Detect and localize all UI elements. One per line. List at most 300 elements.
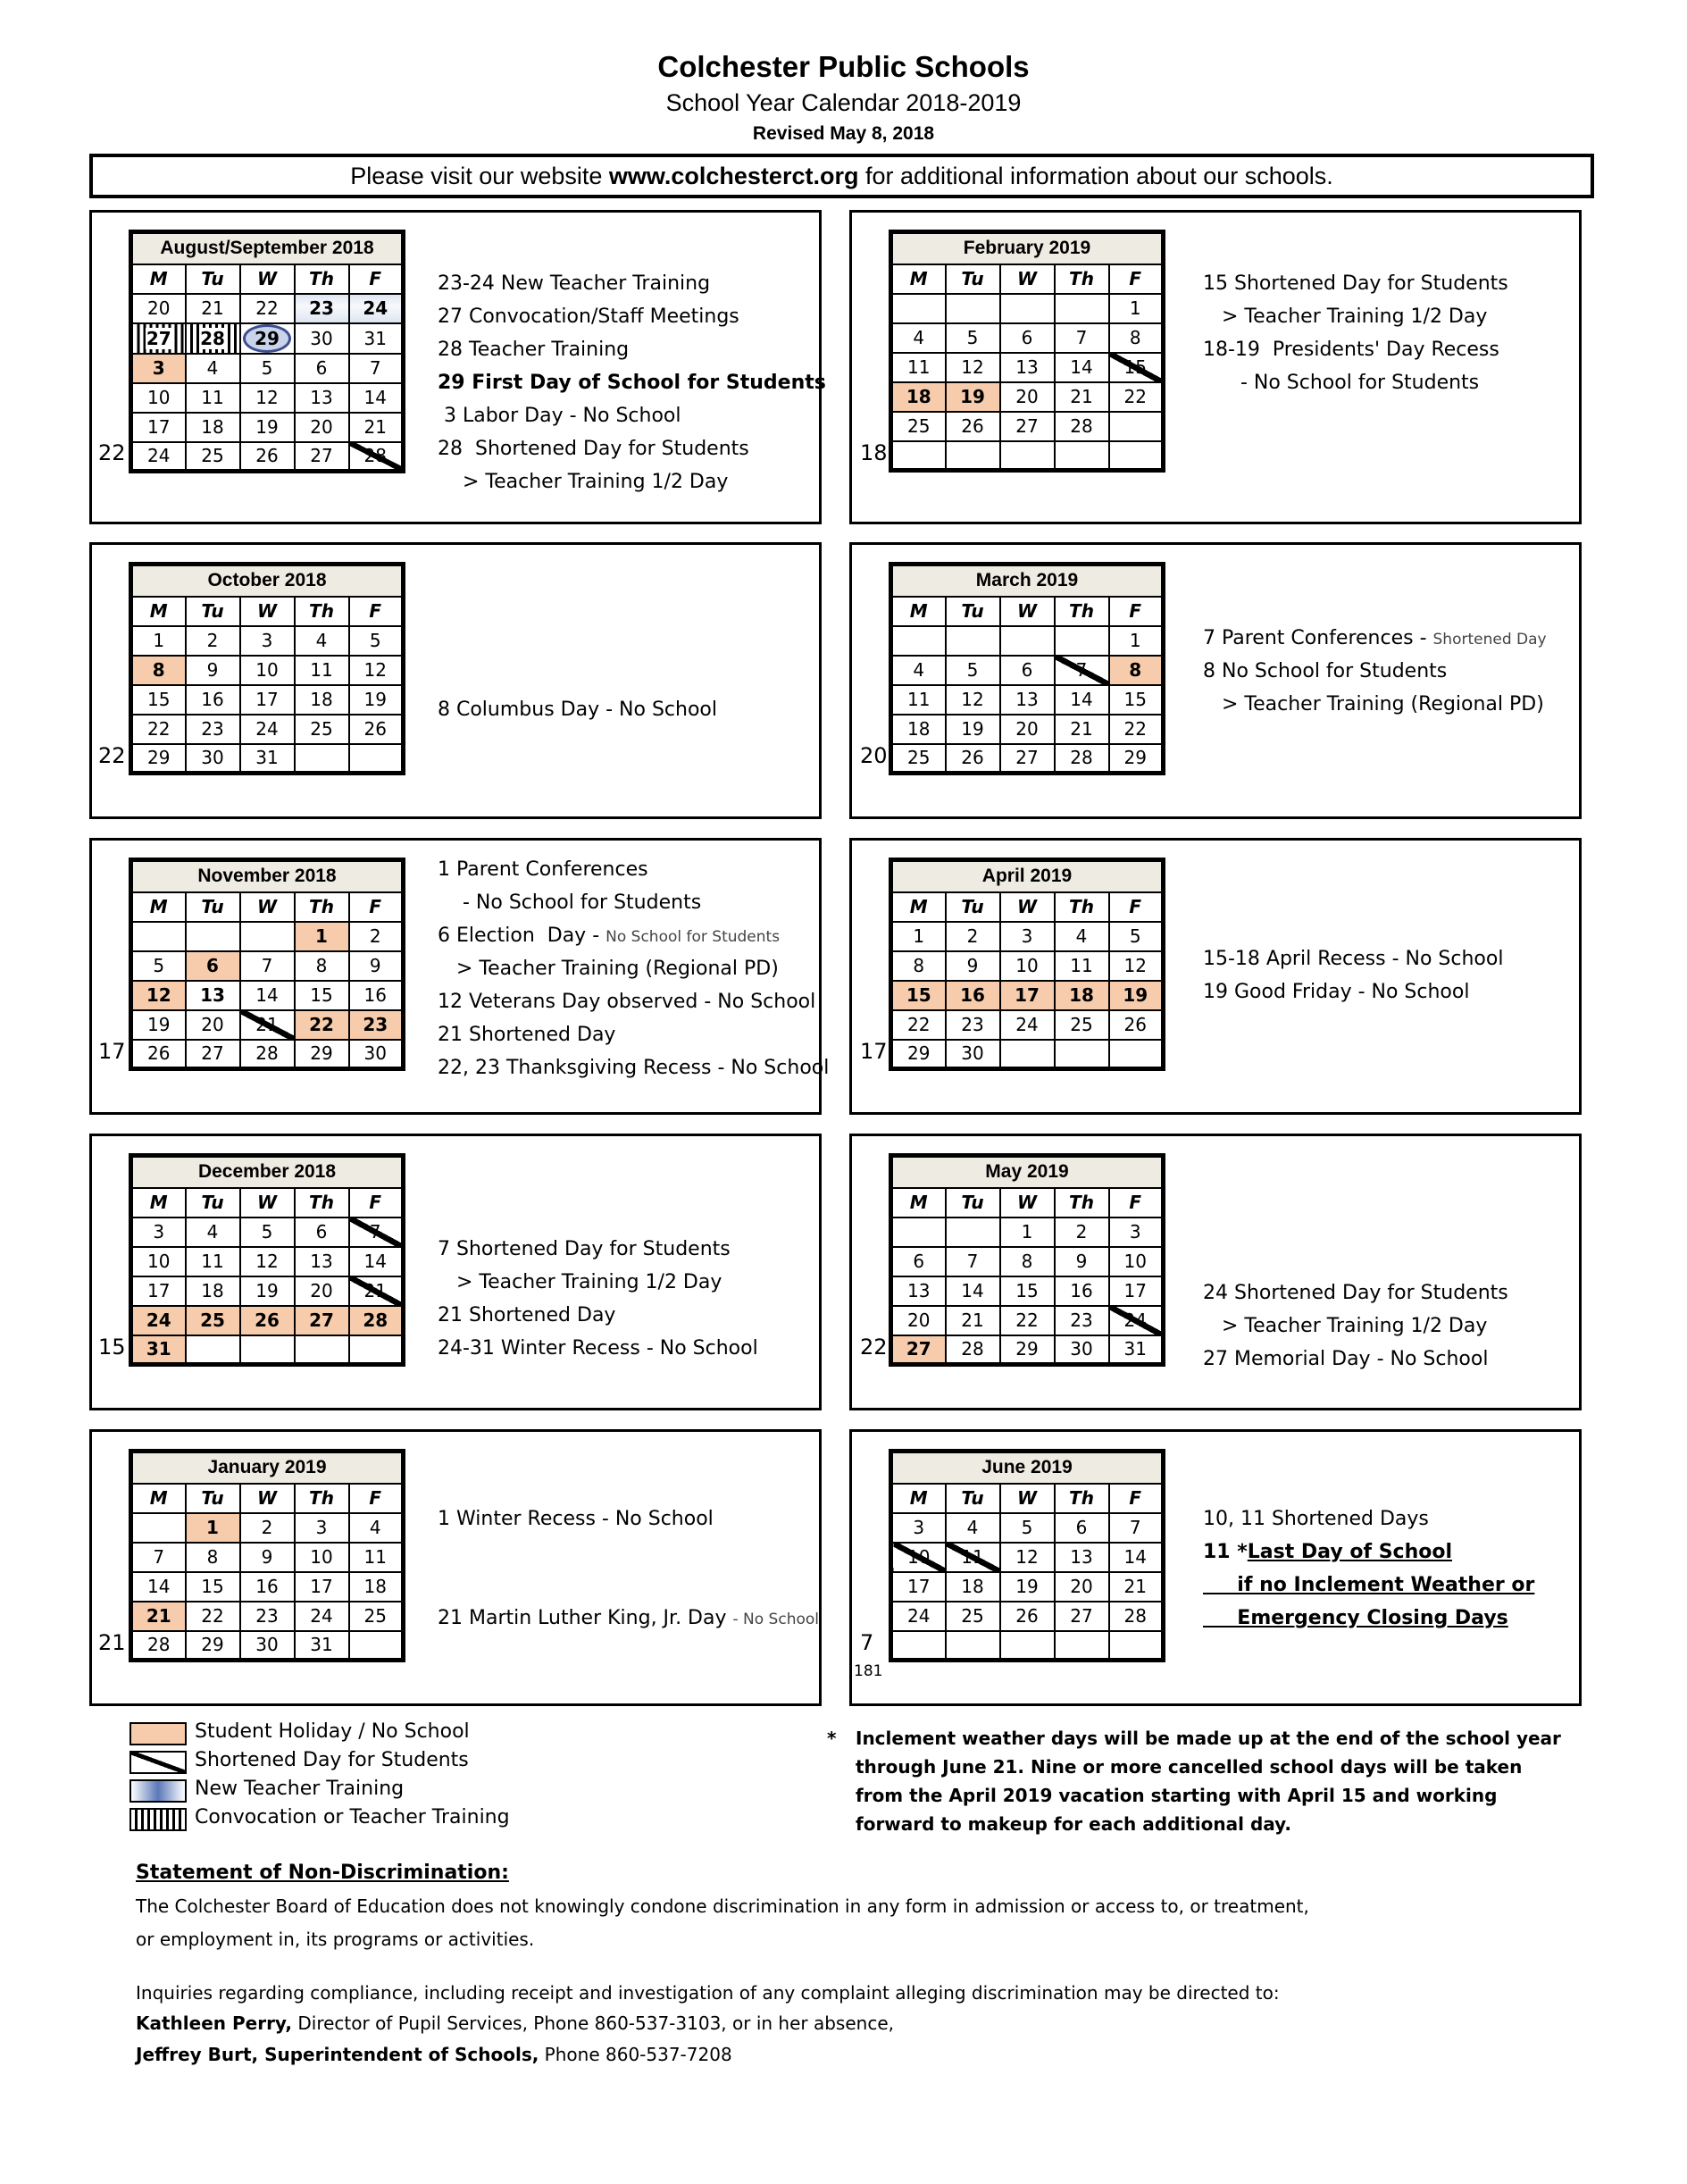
day-cell: 12 — [240, 1247, 295, 1276]
day-cell: 3 — [1000, 922, 1055, 951]
day-cell: 22 — [240, 294, 295, 323]
day-cell: 12 — [131, 981, 186, 1010]
legend-label: Shortened Day for Students — [195, 1749, 469, 1771]
empty-cell — [240, 922, 295, 951]
month-notes — [1203, 1502, 1534, 1635]
day-cell: 29 — [186, 1631, 240, 1661]
day-cell: 24 — [295, 1602, 349, 1631]
week-row — [131, 1247, 404, 1276]
week-row — [131, 922, 404, 951]
day-cell: 23 — [349, 1010, 404, 1040]
month-notes — [438, 1233, 758, 1365]
week-row — [891, 626, 1164, 656]
empty-cell — [891, 1631, 946, 1661]
day-cell: 7 — [1055, 656, 1109, 685]
weekday-header: Th — [295, 264, 349, 294]
month-calendar-february-2019 — [889, 230, 1165, 473]
empty-cell — [131, 922, 186, 951]
day-cell: 25 — [946, 1602, 1000, 1631]
day-cell: 24 — [891, 1602, 946, 1631]
month-name: August/September 2018 — [131, 232, 404, 264]
day-cell: 11 — [349, 1543, 404, 1572]
day-cell: 10 — [1109, 1247, 1164, 1276]
day-cell: 9 — [1055, 1247, 1109, 1276]
asterisk: * — [827, 1728, 837, 1749]
day-number: 27 — [146, 327, 171, 349]
day-cell: 30 — [946, 1040, 1000, 1069]
day-cell: 23 — [295, 294, 349, 323]
day-cell: 28 — [946, 1335, 1000, 1365]
empty-cell — [1055, 294, 1109, 323]
note-text: 15-18 April Recess - No School — [1203, 948, 1504, 970]
note-text: 1 Winter Recess - No School — [438, 1508, 714, 1530]
weekday-header: M — [131, 264, 186, 294]
day-cell: 19 — [240, 1276, 295, 1306]
month-notes — [1203, 1276, 1508, 1376]
note-line — [1203, 688, 1547, 721]
week-row — [131, 1335, 404, 1365]
day-cell: 7 — [131, 1543, 186, 1572]
month-calendar-august-september-2018 — [129, 230, 405, 473]
day-cell: 1 — [1000, 1218, 1055, 1247]
day-cell: 19 — [1109, 981, 1164, 1010]
note-line — [1203, 333, 1508, 366]
week-row — [131, 1513, 404, 1543]
weekday-header: W — [1000, 1188, 1055, 1218]
school-day-count: 22 — [98, 743, 126, 768]
empty-cell — [349, 1631, 404, 1661]
weekday-header: M — [891, 1484, 946, 1513]
day-cell: 11 — [295, 656, 349, 685]
day-cell: 26 — [240, 1306, 295, 1335]
note-line — [1203, 267, 1508, 300]
day-cell: 4 — [186, 354, 240, 383]
month-name: April 2019 — [891, 860, 1164, 892]
day-cell: 16 — [240, 1572, 295, 1602]
page-title: Colchester Public Schools — [657, 50, 1030, 83]
day-cell: 23 — [186, 715, 240, 744]
day-cell: 5 — [131, 951, 186, 981]
day-cell: 19 — [946, 715, 1000, 744]
day-cell: 10 — [891, 1543, 946, 1572]
month-name: January 2019 — [131, 1452, 404, 1484]
school-day-count: 22 — [98, 440, 126, 465]
empty-cell — [946, 1218, 1000, 1247]
day-cell: 30 — [1055, 1335, 1109, 1365]
month-name: March 2019 — [891, 565, 1164, 597]
day-cell: 2 — [349, 922, 404, 951]
day-cell: 12 — [946, 685, 1000, 715]
weekday-header: W — [1000, 597, 1055, 626]
day-cell: 27 — [1055, 1602, 1109, 1631]
weekday-header: M — [891, 597, 946, 626]
day-cell: 22 — [131, 715, 186, 744]
week-row — [891, 715, 1164, 744]
weekday-header: M — [131, 597, 186, 626]
day-cell: 3 — [1109, 1218, 1164, 1247]
note-line — [438, 432, 826, 465]
banner-text-post: for additional information about our schools. — [858, 163, 1333, 189]
weekday-header: M — [891, 1188, 946, 1218]
day-cell: 17 — [1000, 981, 1055, 1010]
week-row — [891, 412, 1164, 441]
day-cell: 31 — [349, 323, 404, 354]
day-cell: 20 — [186, 1010, 240, 1040]
day-cell: 3 — [131, 1218, 186, 1247]
empty-cell — [131, 1513, 186, 1543]
note-text: > Teacher Training (Regional PD) — [438, 958, 779, 980]
day-cell — [240, 323, 295, 354]
weekday-header-row — [131, 1484, 404, 1513]
day-cell: 4 — [349, 1513, 404, 1543]
day-cell: 5 — [240, 1218, 295, 1247]
weekday-header-row — [891, 597, 1164, 626]
day-cell: 29 — [891, 1040, 946, 1069]
note-line — [438, 267, 826, 300]
note-line — [1203, 1502, 1534, 1535]
day-cell: 18 — [349, 1572, 404, 1602]
month-name: December 2018 — [131, 1156, 404, 1188]
empty-cell — [891, 441, 946, 471]
empty-cell — [1109, 412, 1164, 441]
note-line — [1203, 1569, 1534, 1602]
day-cell: 13 — [186, 981, 240, 1010]
day-cell: 26 — [131, 1040, 186, 1069]
note-line — [438, 399, 826, 432]
month-name: October 2018 — [131, 565, 404, 597]
day-cell: 29 — [1000, 1335, 1055, 1365]
school-day-count: 15 — [98, 1335, 126, 1360]
day-cell: 11 — [186, 1247, 240, 1276]
note-text: 19 Good Friday - No School — [1203, 981, 1470, 1003]
note-text: > Teacher Training 1/2 Day — [438, 1271, 722, 1293]
day-cell: 28 — [1055, 412, 1109, 441]
note-text: 21 Shortened Day — [438, 1304, 616, 1326]
day-cell: 29 — [131, 744, 186, 774]
week-row — [131, 323, 404, 354]
weekday-header: W — [1000, 1484, 1055, 1513]
note-line — [438, 693, 717, 726]
school-day-count: 22 — [860, 1335, 888, 1360]
note-text: 10, 11 Shortened Days — [1203, 1508, 1429, 1530]
day-cell: 6 — [295, 1218, 349, 1247]
day-cell: 29 — [1109, 744, 1164, 774]
weekday-header: W — [240, 1188, 295, 1218]
day-cell: 25 — [186, 442, 240, 472]
revised-date: Revised May 8, 2018 — [752, 123, 935, 144]
day-cell: 4 — [1055, 922, 1109, 951]
note-text: 18-19 Presidents' Day Recess — [1203, 339, 1499, 361]
note-line — [438, 366, 826, 399]
week-row — [131, 1543, 404, 1572]
empty-cell — [946, 626, 1000, 656]
day-cell: 31 — [240, 744, 295, 774]
day-cell: 18 — [186, 413, 240, 442]
day-cell: 27 — [295, 442, 349, 472]
day-cell: 26 — [240, 442, 295, 472]
inclement-line: Inclement weather days will be made up at the end of the school year — [856, 1728, 1561, 1749]
weekday-header-row — [131, 597, 404, 626]
week-row — [891, 1276, 1164, 1306]
day-cell: 12 — [240, 383, 295, 413]
week-row — [891, 1335, 1164, 1365]
day-cell: 7 — [946, 1247, 1000, 1276]
week-row — [891, 382, 1164, 412]
empty-cell — [295, 1335, 349, 1365]
day-cell: 28 — [1055, 744, 1109, 774]
school-day-count: 21 — [98, 1630, 126, 1655]
month-notes — [1203, 942, 1503, 1008]
note-line — [438, 1051, 829, 1084]
note-line — [1203, 1535, 1534, 1569]
day-cell: 8 — [295, 951, 349, 981]
day-cell: 10 — [295, 1543, 349, 1572]
day-cell: 26 — [1000, 1602, 1055, 1631]
week-row — [891, 1513, 1164, 1543]
day-cell: 9 — [349, 951, 404, 981]
week-row — [891, 1306, 1164, 1335]
day-cell: 5 — [240, 354, 295, 383]
day-cell: 16 — [186, 685, 240, 715]
day-cell: 1 — [1109, 626, 1164, 656]
note-line — [438, 853, 829, 886]
weekday-header-row — [131, 264, 404, 294]
day-cell: 8 — [1109, 323, 1164, 353]
month-name: June 2019 — [891, 1452, 1164, 1484]
note-line — [1203, 1343, 1508, 1376]
note-text: 21 Shortened Day — [438, 1024, 616, 1046]
empty-cell — [295, 744, 349, 774]
day-cell: 12 — [1109, 951, 1164, 981]
inclement-weather-note — [827, 1724, 1561, 1838]
week-row — [131, 951, 404, 981]
note-line — [1203, 1310, 1508, 1343]
day-cell: 24 — [1000, 1010, 1055, 1040]
day-cell: 18 — [891, 715, 946, 744]
day-cell: 21 — [349, 413, 404, 442]
day-cell: 15 — [131, 685, 186, 715]
day-cell: 31 — [131, 1335, 186, 1365]
weekday-header-row — [891, 264, 1164, 294]
weekday-header: Th — [295, 1188, 349, 1218]
day-cell: 20 — [1055, 1572, 1109, 1602]
empty-cell — [1000, 1631, 1055, 1661]
note-text: 28 Teacher Training — [438, 339, 630, 361]
note-line — [438, 1502, 819, 1535]
weekday-header: Th — [295, 892, 349, 922]
week-row — [131, 1040, 404, 1069]
note-text: - No School for Students — [1203, 372, 1480, 394]
day-cell: 9 — [240, 1543, 295, 1572]
weekday-header: W — [240, 1484, 295, 1513]
weekday-header-row — [891, 1484, 1164, 1513]
inclement-line: through June 21. Nine or more cancelled school days will be taken — [856, 1756, 1523, 1778]
weekday-header-row — [131, 1188, 404, 1218]
day-cell: 8 — [131, 656, 186, 685]
day-cell: 7 — [1109, 1513, 1164, 1543]
day-cell: 19 — [349, 685, 404, 715]
day-cell: 18 — [295, 685, 349, 715]
day-cell: 16 — [946, 981, 1000, 1010]
weekday-header: F — [349, 597, 404, 626]
nondiscrimination-text: The Colchester Board of Education does not knowingly condone discrimination in any form in admission or access to, or treatment, — [136, 1895, 1309, 1917]
weekday-header: Tu — [946, 264, 1000, 294]
week-row — [131, 1306, 404, 1335]
day-cell: 21 — [240, 1010, 295, 1040]
day-cell: 25 — [1055, 1010, 1109, 1040]
weekday-header: Th — [1055, 1188, 1109, 1218]
note-line — [438, 300, 826, 333]
empty-cell — [1109, 441, 1164, 471]
weekday-header: M — [131, 1484, 186, 1513]
note-text: 3 Labor Day - No School — [438, 405, 681, 427]
note-line — [1203, 942, 1503, 975]
day-cell: 25 — [186, 1306, 240, 1335]
day-cell: 28 — [240, 1040, 295, 1069]
weekday-header: F — [349, 264, 404, 294]
weekday-header: M — [891, 892, 946, 922]
day-cell: 21 — [186, 294, 240, 323]
day-cell: 23 — [240, 1602, 295, 1631]
weekday-header: Th — [1055, 597, 1109, 626]
week-row — [891, 353, 1164, 382]
day-cell: 6 — [1000, 656, 1055, 685]
week-row — [131, 715, 404, 744]
empty-cell — [891, 294, 946, 323]
week-row — [131, 1218, 404, 1247]
day-cell: 17 — [131, 413, 186, 442]
note-text: 12 Veterans Day observed - No School — [438, 991, 816, 1013]
day-cell: 14 — [131, 1572, 186, 1602]
week-row — [131, 656, 404, 685]
day-cell: 1 — [891, 922, 946, 951]
weekday-header: M — [131, 1188, 186, 1218]
note-line — [438, 1535, 819, 1569]
note-line — [438, 886, 829, 919]
day-cell: 21 — [946, 1306, 1000, 1335]
day-cell: 9 — [946, 951, 1000, 981]
note-line — [1203, 366, 1508, 399]
day-cell: 12 — [946, 353, 1000, 382]
month-header-row — [891, 232, 1164, 264]
day-cell: 1 — [1109, 294, 1164, 323]
month-notes — [438, 693, 717, 726]
month-header-row — [131, 1452, 404, 1484]
contact-kathleen-perry — [136, 2012, 894, 2034]
empty-cell — [186, 922, 240, 951]
day-cell: 7 — [1055, 323, 1109, 353]
week-row — [891, 1010, 1164, 1040]
note-underlined-text: if no Inclement Weather or — [1203, 1574, 1535, 1596]
total-school-days: 181 — [854, 1662, 883, 1680]
week-row — [131, 685, 404, 715]
day-cell: 20 — [1000, 382, 1055, 412]
week-row — [891, 441, 1164, 471]
note-line — [1203, 300, 1508, 333]
weekday-header: Tu — [186, 264, 240, 294]
note-text: 11 * — [1203, 1541, 1248, 1563]
day-cell: 20 — [891, 1306, 946, 1335]
month-header-row — [891, 860, 1164, 892]
day-cell: 16 — [349, 981, 404, 1010]
weekday-header: M — [891, 264, 946, 294]
empty-cell — [1000, 626, 1055, 656]
month-name: November 2018 — [131, 860, 404, 892]
note-small-text: Shortened Day — [1432, 631, 1547, 649]
day-cell: 24 — [240, 715, 295, 744]
day-cell: 24 — [131, 442, 186, 472]
weekday-header: Tu — [186, 892, 240, 922]
note-text: 15 Shortened Day for Students — [1203, 272, 1508, 295]
note-text: 21 Martin Luther King, Jr. Day — [438, 1607, 733, 1629]
day-cell: 27 — [186, 1040, 240, 1069]
day-cell: 20 — [295, 413, 349, 442]
day-cell: 7 — [349, 1218, 404, 1247]
weekday-header: F — [1109, 264, 1164, 294]
day-cell: 17 — [891, 1572, 946, 1602]
day-cell: 19 — [946, 382, 1000, 412]
day-cell: 8 — [186, 1543, 240, 1572]
week-row — [131, 626, 404, 656]
week-row — [131, 1010, 404, 1040]
nondiscrimination-title: Statement of Non-Discrimination: — [136, 1862, 509, 1884]
day-cell: 2 — [946, 922, 1000, 951]
day-cell: 21 — [349, 1276, 404, 1306]
note-text: 8 Columbus Day - No School — [438, 699, 717, 721]
week-row — [131, 1631, 404, 1661]
weekday-header-row — [131, 892, 404, 922]
month-name: May 2019 — [891, 1156, 1164, 1188]
note-text: 27 Memorial Day - No School — [1203, 1348, 1489, 1370]
day-cell: 10 — [240, 656, 295, 685]
day-cell: 15 — [1000, 1276, 1055, 1306]
day-cell: 12 — [349, 656, 404, 685]
week-row — [891, 1631, 1164, 1661]
day-cell: 1 — [186, 1513, 240, 1543]
empty-cell — [946, 441, 1000, 471]
note-text: 7 Shortened Day for Students — [438, 1238, 731, 1260]
note-line — [1203, 1276, 1508, 1310]
month-calendar-june-2019 — [889, 1449, 1165, 1662]
note-text: 24-31 Winter Recess - No School — [438, 1337, 758, 1360]
weekday-header: F — [349, 1188, 404, 1218]
day-cell: 13 — [1055, 1543, 1109, 1572]
weekday-header: Th — [295, 597, 349, 626]
day-cell: 23 — [946, 1010, 1000, 1040]
note-underlined-text: Last Day of School — [1247, 1541, 1453, 1563]
month-header-row — [891, 1452, 1164, 1484]
website-link[interactable]: www.colchesterct.org — [608, 163, 859, 189]
day-cell: 7 — [240, 951, 295, 981]
day-cell: 21 — [1055, 382, 1109, 412]
day-cell: 24 — [349, 294, 404, 323]
day-cell: 24 — [1109, 1306, 1164, 1335]
week-row — [891, 1218, 1164, 1247]
month-notes — [1203, 622, 1547, 721]
day-cell: 21 — [131, 1602, 186, 1631]
nondiscrimination-text: or employment in, its programs or activities. — [136, 1929, 535, 1950]
week-row — [891, 1602, 1164, 1631]
note-text: 23-24 New Teacher Training — [438, 272, 711, 295]
day-cell: 3 — [295, 1513, 349, 1543]
month-notes — [438, 1502, 819, 1635]
day-cell: 17 — [131, 1276, 186, 1306]
weekday-header: Tu — [946, 1188, 1000, 1218]
week-row — [891, 951, 1164, 981]
month-calendar-october-2018 — [129, 562, 405, 775]
month-header-row — [891, 1156, 1164, 1188]
note-text: > Teacher Training 1/2 Day — [438, 471, 729, 493]
